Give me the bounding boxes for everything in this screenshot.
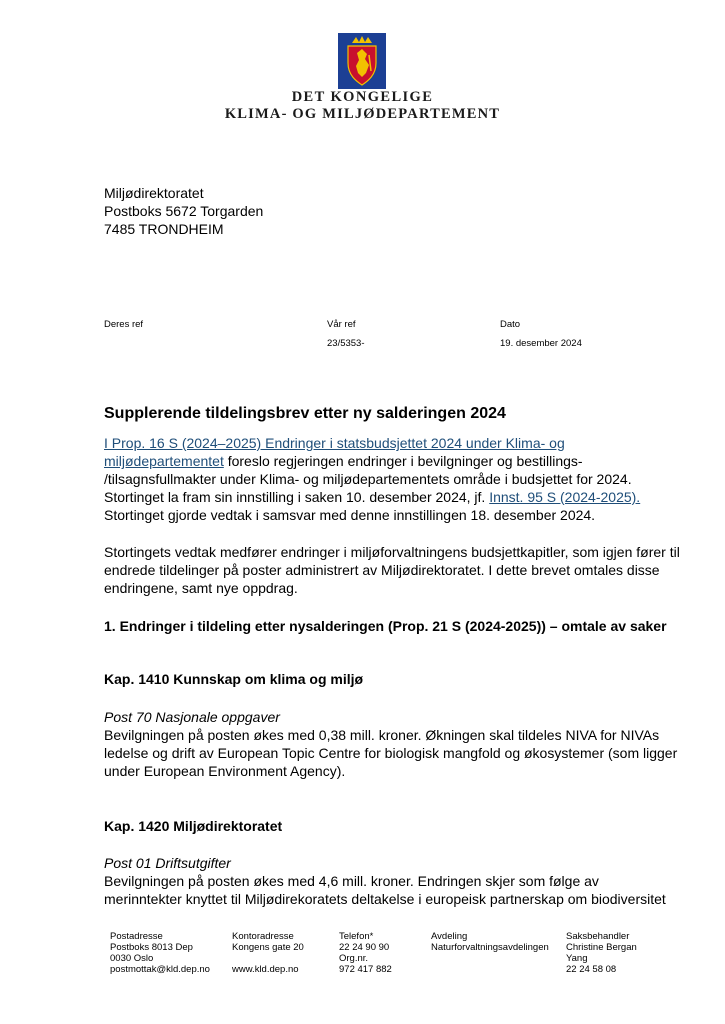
footer-office-column	[232, 931, 304, 975]
recipient-postcode: 7485 TRONDHEIM	[104, 221, 224, 237]
prop-16s-link-part1[interactable]: I Prop. 16 S (2024–2025) Endringer i statsbudsjettet 2024 under Klima- og	[104, 435, 565, 451]
kap1420-line1: Bevilgningen på posten økes med 4,6 mill. kroner. Endringen skjer som følge av	[104, 873, 599, 889]
footer-office-label: Kontoradresse	[232, 931, 294, 942]
date-value: 19. desember 2024	[500, 338, 582, 349]
intro-line5: Stortinget gjorde vedtak i samsvar med denne innstillingen 18. desember 2024.	[104, 507, 596, 523]
deres-ref-label: Deres ref	[104, 319, 144, 330]
intro-line4	[104, 488, 640, 506]
footer-postal-box: Postboks 8013 Dep	[110, 942, 193, 953]
kap1410-line1: Bevilgningen på posten økes med 0,38 mill. kroner. Økningen skal tildeles NIVA for NIVAs	[104, 727, 660, 743]
footer-orgnr-value: 972 417 882	[339, 964, 392, 975]
recipient-name: Miljødirektoratet	[104, 185, 204, 201]
footer-officer-phone: 22 24 58 08	[566, 964, 617, 975]
footer-officer-column	[566, 931, 637, 975]
footer-office-address: Kongens gate 20	[232, 942, 304, 953]
department-name-line2: KLIMA- OG MILJØDEPARTEMENT	[224, 106, 501, 122]
footer-department-name: Naturforvaltningsavdelingen	[431, 942, 549, 953]
section1-heading: 1. Endringer i tildeling etter nysalderingen (Prop. 21 S (2024-2025)) – omtale av saker	[104, 618, 667, 634]
para2-line2: endrede tildelinger på poster administrert av Miljødirektoratet. I dette brevet omtales disse	[104, 562, 660, 578]
footer-officer-label: Saksbehandler	[566, 931, 630, 942]
footer-phone-column	[339, 931, 392, 975]
footer-phone-number: 22 24 90 90	[339, 942, 390, 953]
intro-line4-text: Stortinget la fram sin innstilling i saken 10. desember 2024, jf.	[104, 489, 490, 505]
date-label: Dato	[500, 319, 521, 330]
innst-95s-link[interactable]: Innst. 95 S (2024-2025).	[489, 489, 641, 505]
kap1410-line3: under European Environment Agency).	[104, 763, 346, 779]
intro-line2-text: foreslo regjeringen endringer i bevilgninger og bestillings-	[223, 453, 583, 469]
letter-title: Supplerende tildelingsbrev etter ny salderingen 2024	[104, 405, 506, 422]
kap1410-post: Post 70 Nasjonale oppgaver	[104, 709, 280, 725]
kap1420-heading: Kap. 1420 Miljødirektoratet	[104, 818, 283, 834]
kap1410-heading: Kap. 1410 Kunnskap om klima og miljø	[104, 671, 364, 687]
var-ref-label: Vår ref	[327, 319, 356, 330]
footer-officer-name1: Christine Bergan	[566, 942, 637, 953]
var-ref-value: 23/5353-	[327, 338, 365, 349]
footer-phone-label: Telefon*	[339, 931, 374, 942]
footer-office-blank	[232, 953, 304, 964]
footer-postal-city: 0030 Oslo	[110, 953, 154, 964]
kap1410-line2: ledelse og drift av European Topic Centre for biologisk mangfold og økosystemer (som ligger	[104, 745, 678, 761]
footer-orgnr-label: Org.nr.	[339, 953, 369, 964]
footer-department-label: Avdeling	[431, 931, 468, 942]
intro-line1	[104, 434, 565, 452]
kap1420-line2: merinntekter knyttet til Miljødirekoratets deltakelse i europeisk partnerskap om biodiversitet	[104, 891, 666, 907]
prop-16s-link-part2[interactable]: miljødepartementet	[104, 453, 224, 469]
recipient-address: Postboks 5672 Torgarden	[104, 203, 264, 219]
department-name-line1: DET KONGELIGE	[291, 89, 434, 105]
footer-department-column	[431, 931, 549, 953]
intro-line2	[104, 452, 583, 470]
coat-of-arms-icon	[338, 33, 386, 89]
footer-email[interactable]: postmottak@kld.dep.no	[110, 964, 210, 975]
intro-line3: /tilsagnsfullmakter under Klima- og miljødepartementets område i budsjettet for 2024.	[104, 471, 632, 487]
para2-line3: endringene, samt nye oppdrag.	[104, 580, 298, 596]
footer-website[interactable]: www.kld.dep.no	[232, 964, 299, 975]
kap1420-post: Post 01 Driftsutgifter	[104, 855, 231, 871]
footer-postal-label: Postadresse	[110, 931, 163, 942]
footer-officer-name2: Yang	[566, 953, 588, 964]
para2-line1: Stortingets vedtak medfører endringer i miljøforvaltningens budsjettkapitler, som igjen fører til	[104, 544, 680, 560]
footer-postal-column	[110, 931, 210, 975]
